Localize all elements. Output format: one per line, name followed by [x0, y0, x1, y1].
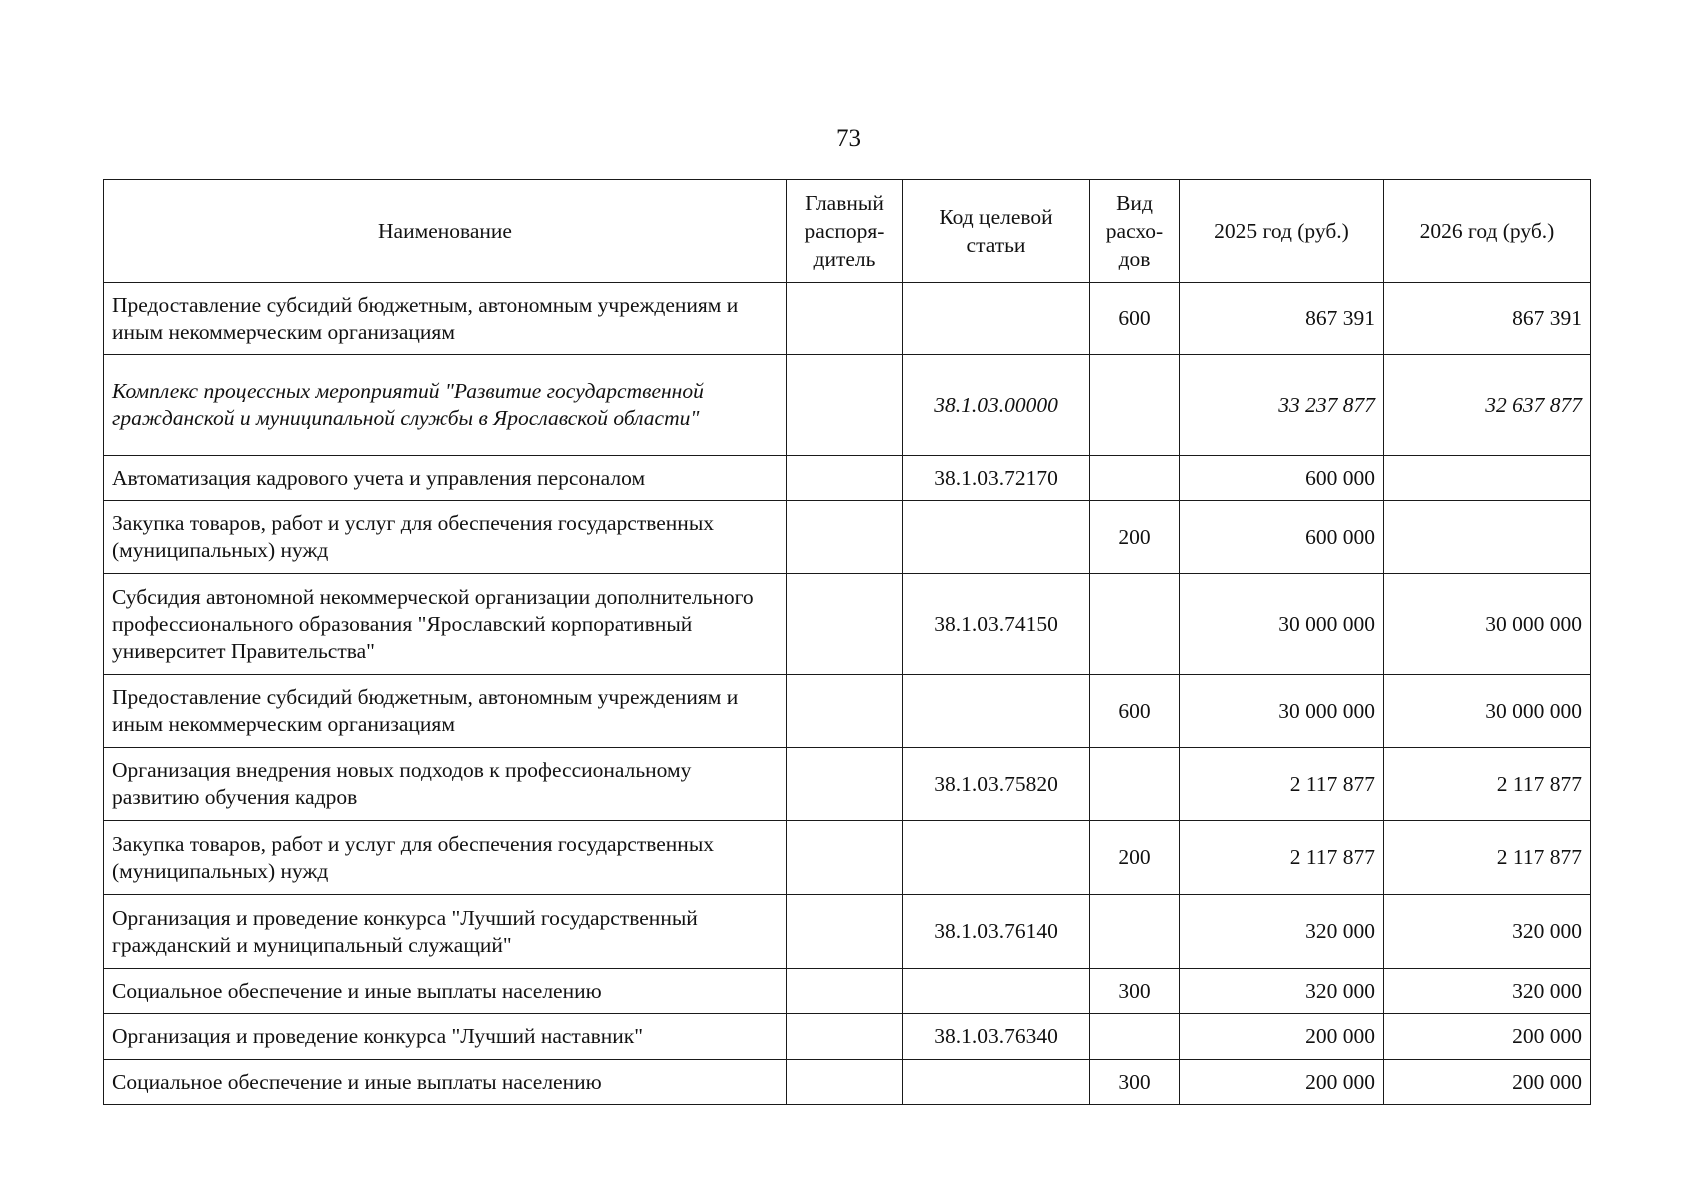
cell-name: Организация и проведение конкурса "Лучший государственный гражданский и муниципальный служащий" [104, 895, 787, 969]
cell-year-2025: 320 000 [1180, 969, 1384, 1014]
table-row [104, 574, 1591, 675]
table-row [104, 748, 1591, 821]
cell-year-2025: 30 000 000 [1180, 574, 1384, 675]
cell-kind: 300 [1090, 969, 1180, 1014]
cell-code [903, 675, 1090, 748]
table-row [104, 501, 1591, 574]
cell-admin [787, 1014, 903, 1060]
cell-kind: 600 [1090, 283, 1180, 355]
table-row [104, 821, 1591, 895]
cell-code: 38.1.03.00000 [903, 355, 1090, 456]
cell-name: Субсидия автономной некоммерческой организации дополнительного профессионального образования "Ярославский корпоративный университет Правительства" [104, 574, 787, 675]
cell-year-2026: 320 000 [1384, 969, 1591, 1014]
cell-name: Автоматизация кадрового учета и управления персоналом [104, 456, 787, 501]
cell-code [903, 821, 1090, 895]
cell-name: Предоставление субсидий бюджетным, автономным учреждениям и иным некоммерческим организациям [104, 283, 787, 355]
table-body [104, 283, 1591, 1105]
cell-year-2025: 200 000 [1180, 1060, 1384, 1105]
table-row [104, 355, 1591, 456]
cell-year-2026: 200 000 [1384, 1060, 1591, 1105]
cell-year-2026: 30 000 000 [1384, 574, 1591, 675]
cell-year-2026: 32 637 877 [1384, 355, 1591, 456]
cell-admin [787, 895, 903, 969]
cell-name: Социальное обеспечение и иные выплаты населению [104, 1060, 787, 1105]
cell-code [903, 1060, 1090, 1105]
header-admin: Главный распоря-дитель [787, 180, 903, 283]
table-row [104, 1060, 1591, 1105]
cell-kind: 200 [1090, 821, 1180, 895]
table-header-row [104, 180, 1591, 283]
cell-year-2025: 867 391 [1180, 283, 1384, 355]
table-row [104, 675, 1591, 748]
header-year-2025: 2025 год (руб.) [1180, 180, 1384, 283]
cell-year-2025: 2 117 877 [1180, 821, 1384, 895]
cell-year-2026: 2 117 877 [1384, 748, 1591, 821]
cell-admin [787, 969, 903, 1014]
header-year-2026: 2026 год (руб.) [1384, 180, 1591, 283]
cell-year-2025: 600 000 [1180, 501, 1384, 574]
cell-code: 38.1.03.76340 [903, 1014, 1090, 1060]
cell-name: Предоставление субсидий бюджетным, автономным учреждениям и иным некоммерческим организациям [104, 675, 787, 748]
cell-kind [1090, 574, 1180, 675]
cell-year-2025: 200 000 [1180, 1014, 1384, 1060]
cell-code: 38.1.03.74150 [903, 574, 1090, 675]
cell-kind [1090, 456, 1180, 501]
cell-admin [787, 821, 903, 895]
cell-code [903, 283, 1090, 355]
table-row [104, 895, 1591, 969]
cell-name: Социальное обеспечение и иные выплаты населению [104, 969, 787, 1014]
cell-admin [787, 355, 903, 456]
page-number: 73 [836, 125, 861, 152]
cell-year-2025: 600 000 [1180, 456, 1384, 501]
cell-name: Закупка товаров, работ и услуг для обеспечения государственных (муниципальных) нужд [104, 501, 787, 574]
table-row [104, 283, 1591, 355]
cell-code [903, 501, 1090, 574]
cell-year-2026 [1384, 456, 1591, 501]
cell-name: Закупка товаров, работ и услуг для обеспечения государственных (муниципальных) нужд [104, 821, 787, 895]
cell-admin [787, 574, 903, 675]
cell-kind: 300 [1090, 1060, 1180, 1105]
cell-year-2025: 320 000 [1180, 895, 1384, 969]
cell-year-2026 [1384, 501, 1591, 574]
cell-kind [1090, 895, 1180, 969]
table-row [104, 456, 1591, 501]
table-row [104, 969, 1591, 1014]
cell-name: Комплекс процессных мероприятий "Развитие государственной гражданской и муниципальной службы в Ярославской области" [104, 355, 787, 456]
cell-year-2025: 2 117 877 [1180, 748, 1384, 821]
header-code: Код целевой статьи [903, 180, 1090, 283]
table-row [104, 1014, 1591, 1060]
cell-admin [787, 283, 903, 355]
cell-kind [1090, 355, 1180, 456]
cell-admin [787, 748, 903, 821]
cell-admin [787, 675, 903, 748]
cell-year-2026: 2 117 877 [1384, 821, 1591, 895]
cell-code: 38.1.03.75820 [903, 748, 1090, 821]
cell-year-2025: 30 000 000 [1180, 675, 1384, 748]
cell-code: 38.1.03.76140 [903, 895, 1090, 969]
header-name: Наименование [104, 180, 787, 283]
cell-name: Организация внедрения новых подходов к профессиональному развитию обучения кадров [104, 748, 787, 821]
cell-admin [787, 1060, 903, 1105]
cell-admin [787, 456, 903, 501]
cell-year-2026: 30 000 000 [1384, 675, 1591, 748]
cell-code [903, 969, 1090, 1014]
cell-kind [1090, 748, 1180, 821]
budget-table [103, 179, 1591, 1105]
header-kind: Вид расхо-дов [1090, 180, 1180, 283]
cell-kind [1090, 1014, 1180, 1060]
cell-year-2026: 320 000 [1384, 895, 1591, 969]
cell-year-2026: 200 000 [1384, 1014, 1591, 1060]
cell-code: 38.1.03.72170 [903, 456, 1090, 501]
cell-name: Организация и проведение конкурса "Лучший наставник" [104, 1014, 787, 1060]
cell-kind: 600 [1090, 675, 1180, 748]
cell-kind: 200 [1090, 501, 1180, 574]
cell-year-2025: 33 237 877 [1180, 355, 1384, 456]
cell-admin [787, 501, 903, 574]
cell-year-2026: 867 391 [1384, 283, 1591, 355]
